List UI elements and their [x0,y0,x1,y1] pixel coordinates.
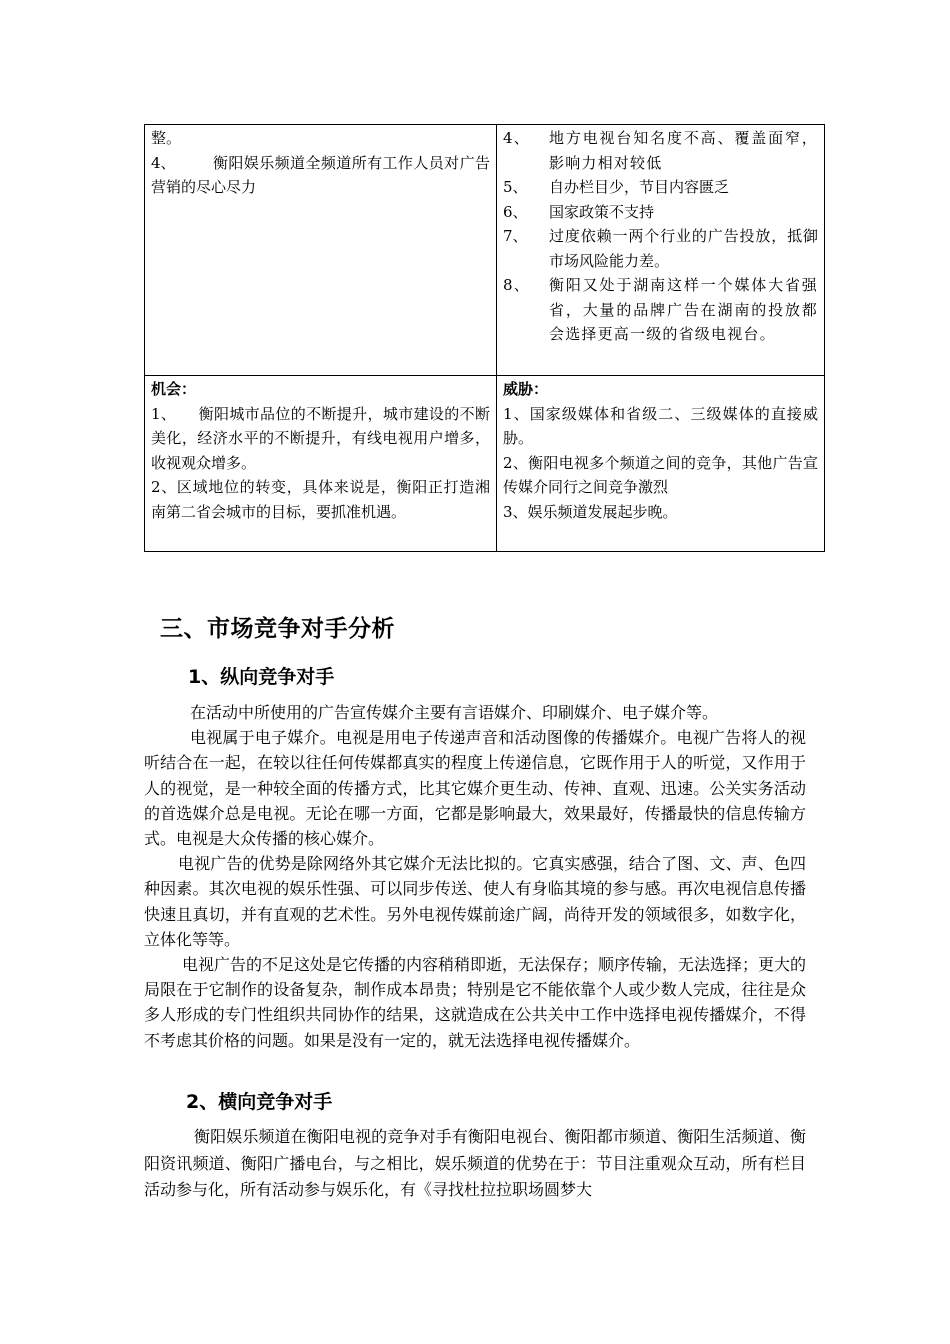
weakness-item-8 [503,273,818,347]
swot-table [144,124,825,552]
threats-cell [497,376,825,552]
opportunity-item-1-text: 衡阳城市品位的不断提升，城市建设的不断美化，经济水平的不断提升，有线电视用户增多，收视观众增多。 [151,404,490,472]
paragraph-tv-electronic-media: 电视属于电子媒介。电视是用电子传递声音和活动图像的传播媒介。电视广告将人的视听结合在一起，在较以往任何传媒都真实的程度上传递信息，它既作用于人的听觉，又作用于人的视觉，是一种较全面的传播方式，比其它媒介更生动、传神、直观、迅速。公关实务活动的首选媒介总是电视。无论在哪一方面，它都是影响最大，效果最好，传播最快的信息传输方式。电视是大众传播的核心媒介。 [144,728,806,849]
opportunities-cell [145,376,497,552]
paragraph-horizontal-competitors: 衡阳娱乐频道在衡阳电视的竞争对手有衡阳电视台、衡阳都市频道、衡阳生活频道、衡阳资讯频道、衡阳广播电台，与之相比，娱乐频道的优势在于：节目注重观众互动，所有栏目活动参与化，所有活动参与娱乐化，有《寻找杜拉拉职场圆梦大 [144,1127,806,1199]
weakness-item-7-number: 7、 [503,227,528,245]
weakness-item-7 [503,224,818,273]
strength-item-4-text: 衡阳娱乐频道全频道所有工作人员对广告营销的尽心尽力 [151,153,490,196]
opportunities-title: 机会： [151,380,197,398]
subsection-1-body [144,700,806,1053]
weakness-item-6-number: 6、 [503,202,528,221]
opportunity-item-1-number: 1、 [151,404,177,423]
weakness-item-5-number: 5、 [503,178,528,196]
weakness-item-5-text: 自办栏目少，节目内容匮乏 [549,178,730,196]
threat-item-2: 2、衡阳电视多个频道之间的竞争，其他广告宣传媒介同行之间竞争激烈 [503,453,818,496]
opportunity-item-2: 2、区域地位的转变，具体来说是，衡阳正打造湘南第二省会城市的目标，要抓准机遇。 [151,478,490,521]
subsection-2-heading: 2、横向竞争对手 [186,1091,333,1113]
strength-item-4-number: 4、 [151,153,176,172]
weakness-item-4-text: 地方电视台知名度不高、覆盖面窄，影响力相对较低 [549,129,818,172]
weakness-item-6-text: 国家政策不支持 [549,202,655,221]
opportunity-item-1 [151,402,490,476]
section-3-heading: 三、市场竞争对手分析 [160,616,395,642]
weaknesses-cell [497,125,825,376]
weakness-item-7-text: 过度依赖一两个行业的广告投放，抵御市场风险能力差。 [549,227,818,270]
threat-item-1: 1、国家级媒体和省级二、三级媒体的直接威胁。 [503,404,818,447]
threat-item-3: 3、娱乐频道发展起步晚。 [503,502,678,521]
weakness-item-4 [503,126,818,175]
paragraph-tv-advantages: 电视广告的优势是除网络外其它媒介无法比拟的。它真实感强，结合了图、文、声、色四种因素。其次电视的娱乐性强、可以同步传送、使人有身临其境的参与感。再次电视信息传播快速且真切，并有直观的艺术性。另外电视传媒前途广阔，尚待开发的领域很多，如数字化，立体化等等。 [144,854,806,949]
swot-row-strengths-weaknesses [145,125,825,376]
subsection-1-heading: 1、纵向竞争对手 [188,666,335,688]
weakness-item-8-text: 衡阳又处于湖南这样一个媒体大省强省，大量的品牌广告在湖南的投放都会选择更高一级的省级电视台。 [549,276,818,343]
strengths-continuation: 整。 [151,129,182,147]
weakness-item-8-number: 8、 [503,276,530,294]
threats-title: 威胁： [503,380,549,398]
strengths-cell [145,125,497,376]
strength-item-4 [151,151,490,200]
weakness-item-5 [503,175,818,200]
subsection-2-body [144,1124,806,1204]
weakness-item-6 [503,200,818,225]
paragraph-tv-disadvantages: 电视广告的不足这处是它传播的内容稍稍即逝，无法保存；顺序传输，无法选择；更大的局限在于它制作的设备复杂，制作成本昂贵；特别是它不能依靠个人或少数人完成，往往是众多人形成的专门性组织共同协作的结果，这就造成在公共关中工作中选择电视传播媒介，不得不考虑其价格的问题。如果是没有一定的，就无法选择电视传播媒介。 [144,955,807,1050]
weakness-item-4-number: 4、 [503,129,530,147]
paragraph-media-types: 在活动中所使用的广告宣传媒介主要有言语媒介、印刷媒介、电子媒介等。 [190,703,719,722]
swot-row-opportunities-threats [145,376,825,552]
